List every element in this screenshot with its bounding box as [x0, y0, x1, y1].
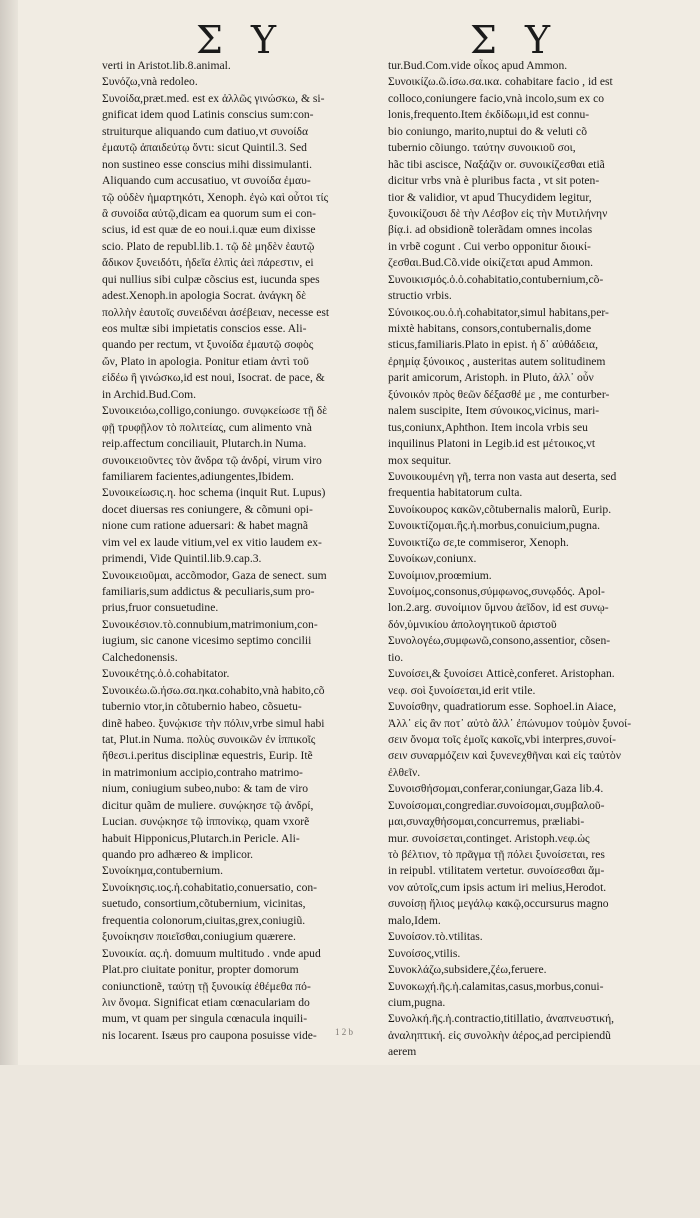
text-line: τὸ βέλτιον, τὸ πρᾶγμα τῇ πόλει ξυνοίσεται, res — [388, 848, 605, 861]
text-line: sticus,familiaris.Plato in epist. ἡ δ᾽ αὐθάδεια, — [388, 338, 599, 352]
text-line: Συνοίσος,vtilis. — [388, 946, 461, 960]
text-line: Συνόζω,vnà redoleo. — [102, 75, 198, 89]
text-line: lonis,frequento.Item ἐκδίδωμι,id est connu- — [388, 108, 590, 122]
text-line: Συνοίσον.τὸ.vtilitas. — [388, 930, 483, 944]
text-line: coniunctionẽ, ταύτῃ τῇ ξυνοικίᾳ ἐθέμεθα πό- — [102, 979, 311, 993]
text-line: Aliquando cum accusatiuo, vt συνοίδα ἐμαυ- — [102, 174, 311, 188]
text-line: Συνοίκουρος κακῶν,cõtubernalis malorũ, Eurip. — [388, 502, 612, 516]
text-line: Συνοικέσιον.τὸ.connubium,matrimonium,con- — [102, 617, 318, 631]
text-line: tubernio vtor,in cõtubernio habeo, cõsuetu- — [102, 700, 302, 714]
text-line: Συνοίμος,consonus,σύμφωνος,συνῳδός. Apol- — [388, 585, 605, 598]
text-line: ζεσθαι.Bud.Cõ.vide οἰκίζεται apud Ammon. — [388, 256, 594, 270]
text-line: Συνοικέω.ῶ.ήσω.σα.ηκα.cohabito,vnà habito,cõ — [102, 683, 325, 697]
text-line: verti in Aristot.lib.8.animal. — [102, 59, 231, 72]
text-line: Συνοίδα,præt.med. est ex ἀλλῶς γινώσκω, & si- — [102, 91, 325, 105]
text-line: Συνοικισμός.ὁ.ὁ.cohabitatio,contubernium,cõ- — [388, 272, 604, 286]
text-line: ξυνοίκησιν ποιεῖσθαι,coniugium quærere. — [102, 930, 296, 944]
text-line: ξυνοικίζουσι δὲ τὴν Λέσβον εἰς τὴν Μυτιλήνην — [388, 206, 608, 220]
text-line: νεφ. σοὶ ξυνοίσεται,id erit vtile. — [388, 683, 536, 697]
text-line: mum, vt quam per singula cœnacula inquili- — [102, 1012, 308, 1026]
text-line: primendi, Vide Quintil.lib.9.cap.3. — [102, 552, 262, 566]
text-line: Σύνοικος.ου.ὁ.ἡ.cohabitator,simul habitans,per- — [388, 305, 609, 319]
text-line: Ἀλλ᾽ εἰς ἂν ποτ᾽ αὐτὸ ἄλλ᾽ ἐπώνυμον τοὐμὸν ξυνοί- — [388, 716, 632, 730]
text-line: Συνοικτίζω σε,te commiseror, Xenoph. — [388, 535, 569, 549]
text-line: Συνοικειόω,colligo,coniungo. συνῳκείωσε τῇ δὲ — [102, 404, 328, 418]
text-line: tubernio cõiungo. ταύτην συνοικιοῦ σοι, — [388, 141, 576, 155]
text-line: Συνοίσει,& ξυνοίσει Atticè,conferet. Aristophan. — [388, 667, 615, 681]
text-line: Plat.pro ciuitate ponitur, propter domorum — [102, 963, 299, 977]
text-line: bio coniungo, marito,nuptui do & veluti cõ — [388, 124, 588, 138]
text-line: nis locarent. Isæus pro caupona posuisse vide- — [102, 1028, 317, 1042]
text-line: δόν,ὑμνικίου ἀπολογητικοῦ ἀριστοῦ — [388, 617, 557, 631]
text-line: nalem suscipite, Item σύνοικος,vicinus, mari- — [388, 404, 600, 418]
text-line: frequentia colonorum,ciuitas,grex,coniugiũ. — [102, 913, 306, 927]
right-running-header: Σ Υ — [470, 18, 559, 62]
text-line: Συνοισθήσομαι,conferar,coniungar,Gaza lib.4. — [388, 782, 604, 796]
text-line: inquilinus Platoni in Legib.id est μέτοικος,vt — [388, 437, 596, 451]
text-line: habuit Hipponicus,Plutarch.in Pericle. Ali- — [102, 831, 300, 845]
text-line: vim vel ex laude vitium,vel ex vitio laudem ex- — [102, 535, 322, 549]
text-line: frequentia habitatorum culta. — [388, 486, 523, 500]
text-line: non sustineo esse conscius mihi dissimulanti. — [102, 157, 312, 171]
text-line: φῇ τρυφῇλον τὸ πολιτείας, cum alimento vnà — [102, 420, 312, 434]
text-line: Συνοίκησις.ιος.ἡ.cohabitatio,conuersatio, con- — [102, 880, 318, 894]
text-line: Συνολκή.ῆς.ἡ.contractio,titillatio, ἀναπνευστική, — [388, 1012, 615, 1026]
text-line: ἄδικον ξυνειδότι, ἡδεῖα ἐλπὶς ἀεὶ πάρεστιν, ei — [102, 256, 314, 270]
text-line: πολλὴν ἑαυτοῖς συνειδέναι ἀσέβειαν, necesse est — [102, 305, 330, 319]
text-line: σειν ὄνομα τοῖς ἐμοῖς κακοῖς,vbi interpres,συνοί- — [388, 732, 616, 746]
text-line: mur. συνοίσεται,continget. Aristoph.νεφ.ὡς — [388, 831, 590, 845]
text-line: eos multæ sibi impietatis conscios esse. Ali- — [102, 322, 307, 335]
text-line: mixtè habitans, consors,contubernalis,dome — [388, 322, 592, 335]
text-line: σειν συναρμόζειν καὶ ξυνενεχθῆναι καὶ εἰς ταὐτὸν — [388, 749, 621, 763]
text-line: βίᾳ.i. ad obsidionẽ tolerãdam omnes incolas — [388, 223, 593, 237]
text-line: ξύνοικόν πρὸς θεῶν δέξασθέ με , me conturber- — [388, 387, 610, 401]
text-line: Συνοίμιον,proœmium. — [388, 568, 492, 582]
text-line: scio. Plato de republ.lib.1. τῷ δὲ μηδὲν ἑαυτῷ — [102, 239, 315, 253]
text-line: docet diuersas res coniungere, & cõmuni opi- — [102, 502, 313, 516]
text-line: Συνοικείωσις.η. hoc schema (inquit Rut. Lupus) — [102, 486, 326, 500]
text-line: structio vrbis. — [388, 289, 452, 303]
catchword: 1 2 b — [335, 1027, 353, 1037]
text-line: Calchedonensis. — [102, 650, 178, 664]
text-line: qui nullius sibi culpæ cõscius est, iucunda spes — [102, 272, 320, 286]
text-line: familiarem facientes,adiungentes,Ibidem. — [102, 469, 294, 483]
text-line: nium, coniugium subeo,nubo: & tam de viro — [102, 782, 309, 796]
text-line: tus,coniunx,Aphthon. Item incola vrbis seu — [388, 420, 588, 434]
text-line: dicitur quãm de muliere. συνῴκησε τῷ ἀνδρί, — [102, 798, 314, 812]
text-line: reip.affectum conciliauit, Plutarch.in Numa. — [102, 437, 307, 451]
text-line: quando per rectum, vt ξυνοίδα ἐμαυτῷ σοφὸς — [102, 338, 314, 352]
text-line: in reipubl. vtilitatem vertetur. συνοίσεσθαι ἅμ- — [388, 864, 605, 878]
text-line: tio. — [388, 650, 404, 664]
text-line: τῷ οὐδὲν ἡμαρτηκότι, Xenoph. ἐγὼ καὶ οὗτοι τίς — [102, 190, 329, 204]
text-line: parit amicorum, Aristoph. in Pluto, ἀλλ᾽ οὖν — [388, 371, 594, 385]
text-line: tior & validior, vt apud Thucydidem legitur, — [388, 190, 592, 204]
text-line: in matrimonium accipio,contraho matrimo- — [102, 765, 303, 779]
page-gutter — [0, 0, 18, 1218]
right-text-column — [388, 58, 658, 1061]
text-line: familiaris,sum addictus & peculiaris,sum pro- — [102, 585, 315, 598]
text-line: νον αὐτοῖς,cum ipsis actum iri melius,Herodot. — [388, 880, 607, 894]
text-line: Συνοίκημα,contubernium. — [102, 864, 224, 878]
text-line: Συνοίσθην, quadratiorum esse. Sophoel.in Aiace, — [388, 700, 617, 714]
bottom-margin — [0, 1065, 700, 1218]
text-line: Συνοίσομαι,congrediar.συνοίσομαι,συμβαλοῦ- — [388, 798, 605, 812]
text-line: Συνοκωχή.ῆς.ἡ.calamitas,casus,morbus,conui- — [388, 979, 604, 993]
text-line: λιν ὄνομα. Significat etiam cœnaculariam do — [102, 995, 310, 1009]
left-running-header: Σ Υ — [196, 18, 285, 62]
text-line: Συνοικειοῦμαι, accõmodor, Gaza de senect. sum — [102, 568, 327, 582]
text-line: nione cum ratione aduersari: & habet magnã — [102, 519, 309, 533]
text-line: συνοίσῃ ἥλιος μεγάλῳ κακῷ,occursurus magno — [388, 897, 609, 911]
text-line: prius,fruor consuetudine. — [102, 601, 219, 615]
text-line: Συνοίκων,coniunx. — [388, 552, 477, 566]
text-line: tat, Plut.in Numa. πολὺς συνοικῶν ἐν ἱππικοῖς — [102, 732, 316, 746]
text-line: ἃ συνοίδα αὐτῷ,dicam ea quorum sum ei con- — [102, 206, 317, 220]
text-line: εἰδέω ἢ γινώσκω,id est noui, Isocrat. de pace, & — [102, 371, 325, 385]
text-line: adest.Xenoph.in apologia Socrat. ἀνάγκη δὲ — [102, 289, 307, 303]
text-line: dinẽ habeo. ξυνῴκισε τὴν πόλιν,vrbe simul habi — [102, 716, 325, 730]
text-line: ἐλθεῖν. — [388, 765, 421, 779]
text-line: scius, id est quæ de eo noui.i.quæ eum dixisse — [102, 223, 316, 237]
left-text-column — [102, 58, 370, 1044]
text-line: in vrbẽ cogunt . Cui verbo opponitur διοικί- — [388, 239, 591, 253]
text-line: gnificat idem quod Latinis conscius sum:con- — [102, 108, 314, 122]
text-line: dicitur vrbs vnà è pluribus facta , vt sit poten- — [388, 174, 600, 188]
text-line: malo,Idem. — [388, 913, 441, 927]
text-line: ὤν, Plato in apologia. Ponitur etiam ἀντὶ τοῦ — [102, 354, 309, 368]
text-line: Συνοικουμένη γῆ, terra non vasta aut deserta, sed — [388, 469, 617, 483]
text-line: mox sequitur. — [388, 453, 452, 467]
text-line: ἤθεσι.i.peritus disciplinæ equestris, Eurip. Itẽ — [102, 749, 313, 763]
text-line: colloco,coniungere facio,vnà incolo,sum ex co — [388, 91, 605, 105]
text-line: Συνοικίζω.ῶ.ίσω.σα.ικα. cohabitare facio , id est — [388, 75, 613, 89]
text-line: struiturque aliquando cum datiuo,vt συνοίδα — [102, 124, 309, 138]
text-line: Συνοικέτης.ὁ.ὁ.cohabitator. — [102, 667, 230, 681]
text-line: hãc tibi ascisce, Ναξάζιν or. συνοικίζεσθαι etiã — [388, 157, 605, 171]
text-line: aerem — [388, 1045, 417, 1059]
text-line: Συνολογέω,συμφωνῶ,consono,assentior, cõsen- — [388, 634, 611, 648]
text-line: ἀναληπτική. εἰς συνολκὴν ἀέρος,ad percipiendũ — [388, 1028, 611, 1042]
text-line: cium,pugna. — [388, 995, 446, 1009]
text-line: Συνοικτίζομαι.ἢς.ἡ.morbus,conuicium,pugna. — [388, 519, 601, 533]
text-line: μαι,συναχθήσομαι,concurremus, præliabi- — [388, 815, 585, 829]
text-line: Συνοκλάζω,subsidere,ζέω,feruere. — [388, 963, 547, 977]
text-line: lon.2.arg. συνοίμιον ὕμνου ἀεῖδον, id est συνῳ- — [388, 601, 609, 615]
text-line: Συνοικία. ας.ἡ. domuum multitudo . vnde apud — [102, 946, 321, 960]
text-line: ἐρημίᾳ ξύνοικος , austeritas autem solitudinem — [388, 354, 606, 368]
text-line: quando pro adhæreo & implicor. — [102, 848, 254, 861]
text-line: tur.Bud.Com.vide οἶκος apud Ammon. — [388, 59, 568, 72]
text-line: in Archid.Bud.Com. — [102, 387, 197, 401]
text-line: suetudo, consortium,cõtubernium, vicinitas, — [102, 897, 306, 911]
text-line: Lucian. συνῴκησε τῷ ἱππονίκῳ, quam vxorẽ — [102, 815, 310, 829]
text-line: iugium, sic canone vicesimo septimo concilii — [102, 634, 312, 648]
text-line: ἐμαυτῷ ἀπαιδεύτῳ ὄντι: sicut Quintil.3. Sed — [102, 141, 307, 155]
text-line: συνοικειοῦντες τὸν ἄνδρα τῷ ἀνδρί, virum viro — [102, 453, 322, 467]
